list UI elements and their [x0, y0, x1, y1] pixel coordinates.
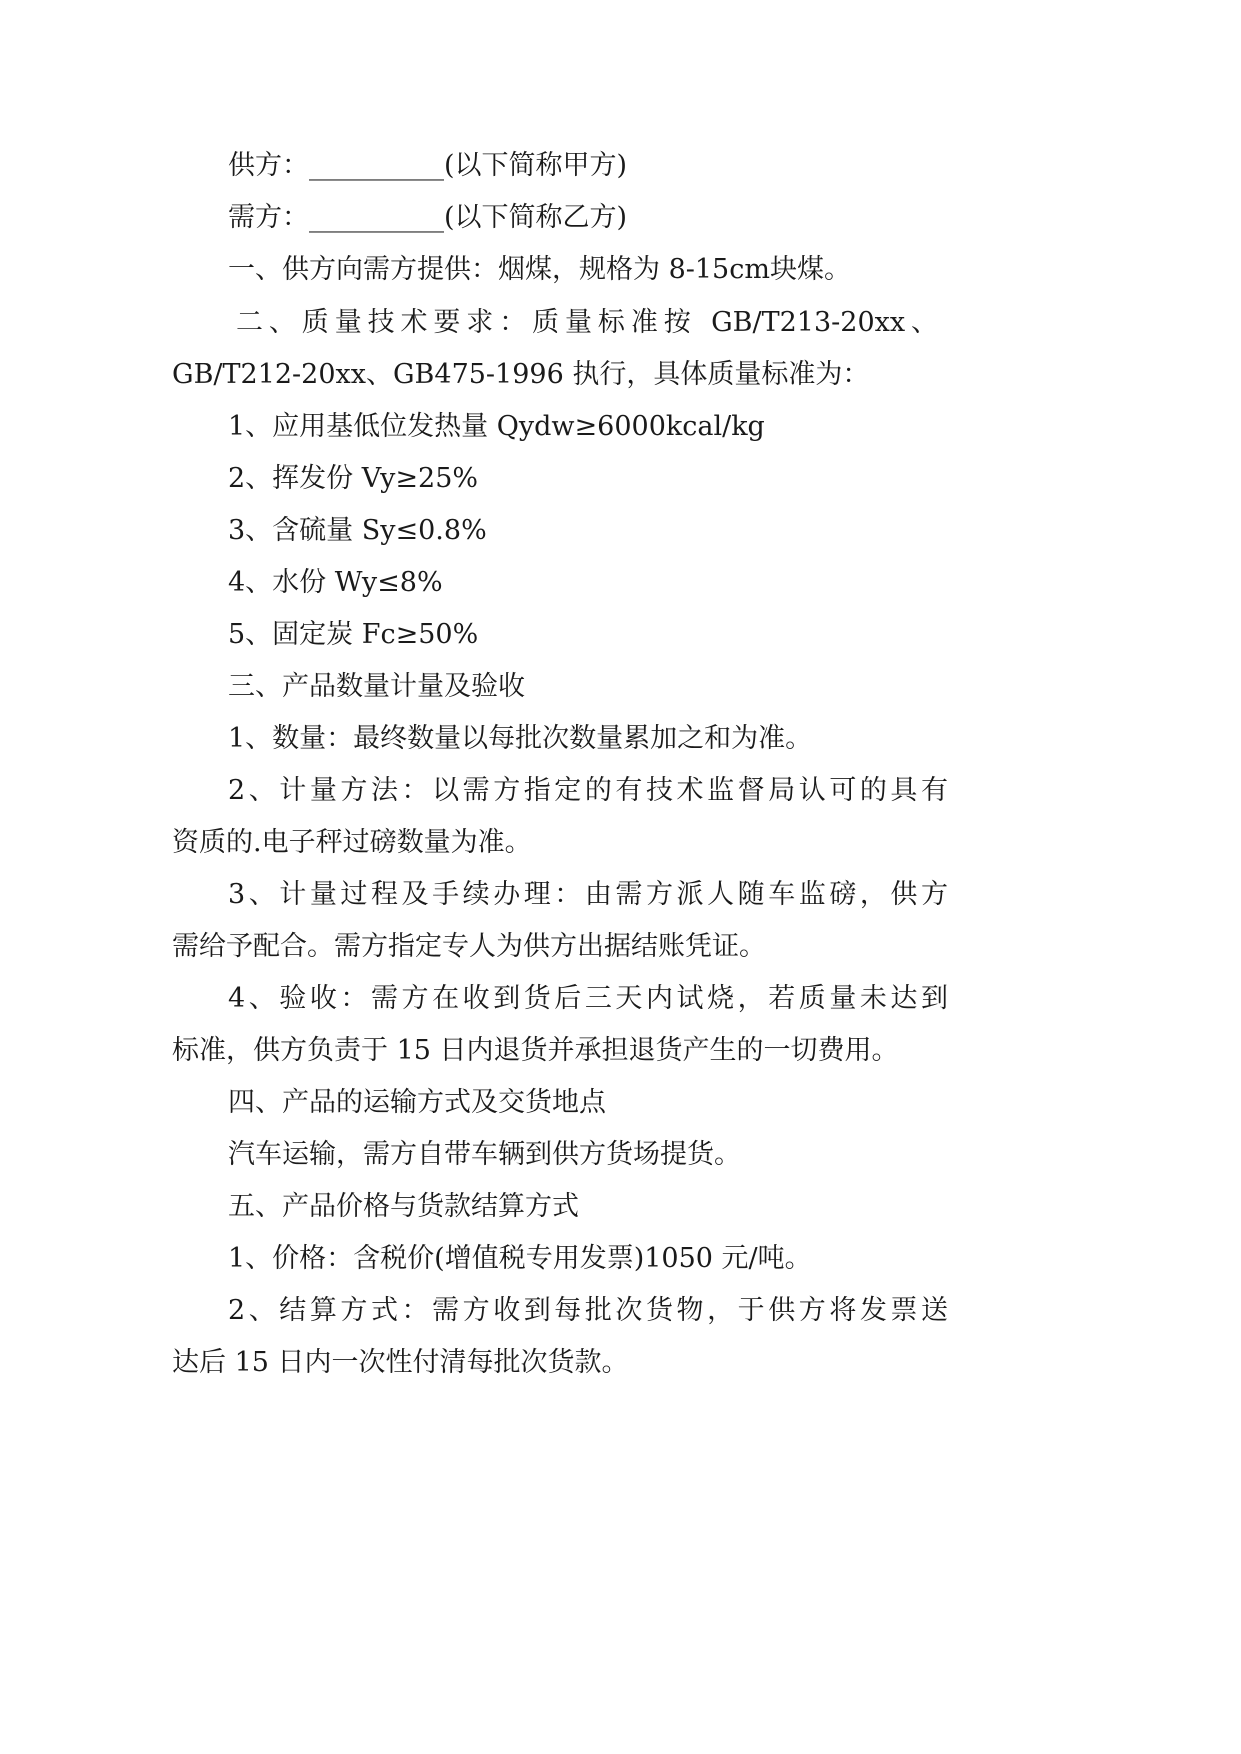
- section-5-item-1: 1、价格：含税价(增值税专用发票)1050 元/吨。: [228, 1243, 812, 1274]
- clause-2-line-2: GB/T212-20xx、GB475-1996 执行，具体质量标准为：: [172, 359, 870, 390]
- section-3-item-3-line-2: 需给予配合。需方指定专人为供方出据结账凭证。: [172, 931, 766, 962]
- section-3-item-4-line-1: 4、验收：需方在收到货后三天内试烧，若质量未达到: [228, 983, 948, 1014]
- section-5-heading: 五、产品价格与货款结算方式: [228, 1191, 579, 1222]
- section-3-heading: 三、产品数量计量及验收: [228, 671, 525, 702]
- quality-item-4: 4、水份 Wy≤8%: [228, 567, 443, 598]
- section-3-item-2-line-1: 2、计量方法：以需方指定的有技术监督局认可的具有: [228, 775, 948, 806]
- quality-item-1: 1、应用基低位发热量 Qydw≥6000kcal/kg: [228, 411, 765, 442]
- supplier-line: 供方：__________(以下简称甲方): [228, 150, 628, 181]
- quality-item-3: 3、含硫量 Sy≤0.8%: [228, 515, 487, 546]
- section-4-heading: 四、产品的运输方式及交货地点: [228, 1087, 606, 1118]
- clause-2-line-1: 二、质量技术要求：质量标准按 GB/T213-20xx、: [236, 307, 938, 338]
- section-3-item-4-line-2: 标准，供方负责于 15 日内退货并承担退货产生的一切费用。: [172, 1035, 899, 1066]
- buyer-line: 需方：__________(以下简称乙方): [228, 202, 628, 233]
- section-3-item-1: 1、数量：最终数量以每批次数量累加之和为准。: [228, 723, 813, 754]
- section-4-text: 汽车运输，需方自带车辆到供方货场提货。: [228, 1139, 741, 1170]
- section-3-item-3-line-1: 3、计量过程及手续办理：由需方派人随车监磅，供方: [228, 879, 948, 910]
- clause-1: 一、供方向需方提供：烟煤，规格为 8-15cm块煤。: [228, 254, 851, 285]
- section-5-item-2-line-2: 达后 15 日内一次性付清每批次货款。: [172, 1347, 629, 1378]
- quality-item-5: 5、固定炭 Fc≥50%: [228, 619, 479, 650]
- section-5-item-2-line-1: 2、结算方式：需方收到每批次货物，于供方将发票送: [228, 1295, 948, 1326]
- section-3-item-2-line-2: 资质的.电子秤过磅数量为准。: [172, 827, 532, 858]
- quality-item-2: 2、挥发份 Vy≥25%: [228, 463, 479, 494]
